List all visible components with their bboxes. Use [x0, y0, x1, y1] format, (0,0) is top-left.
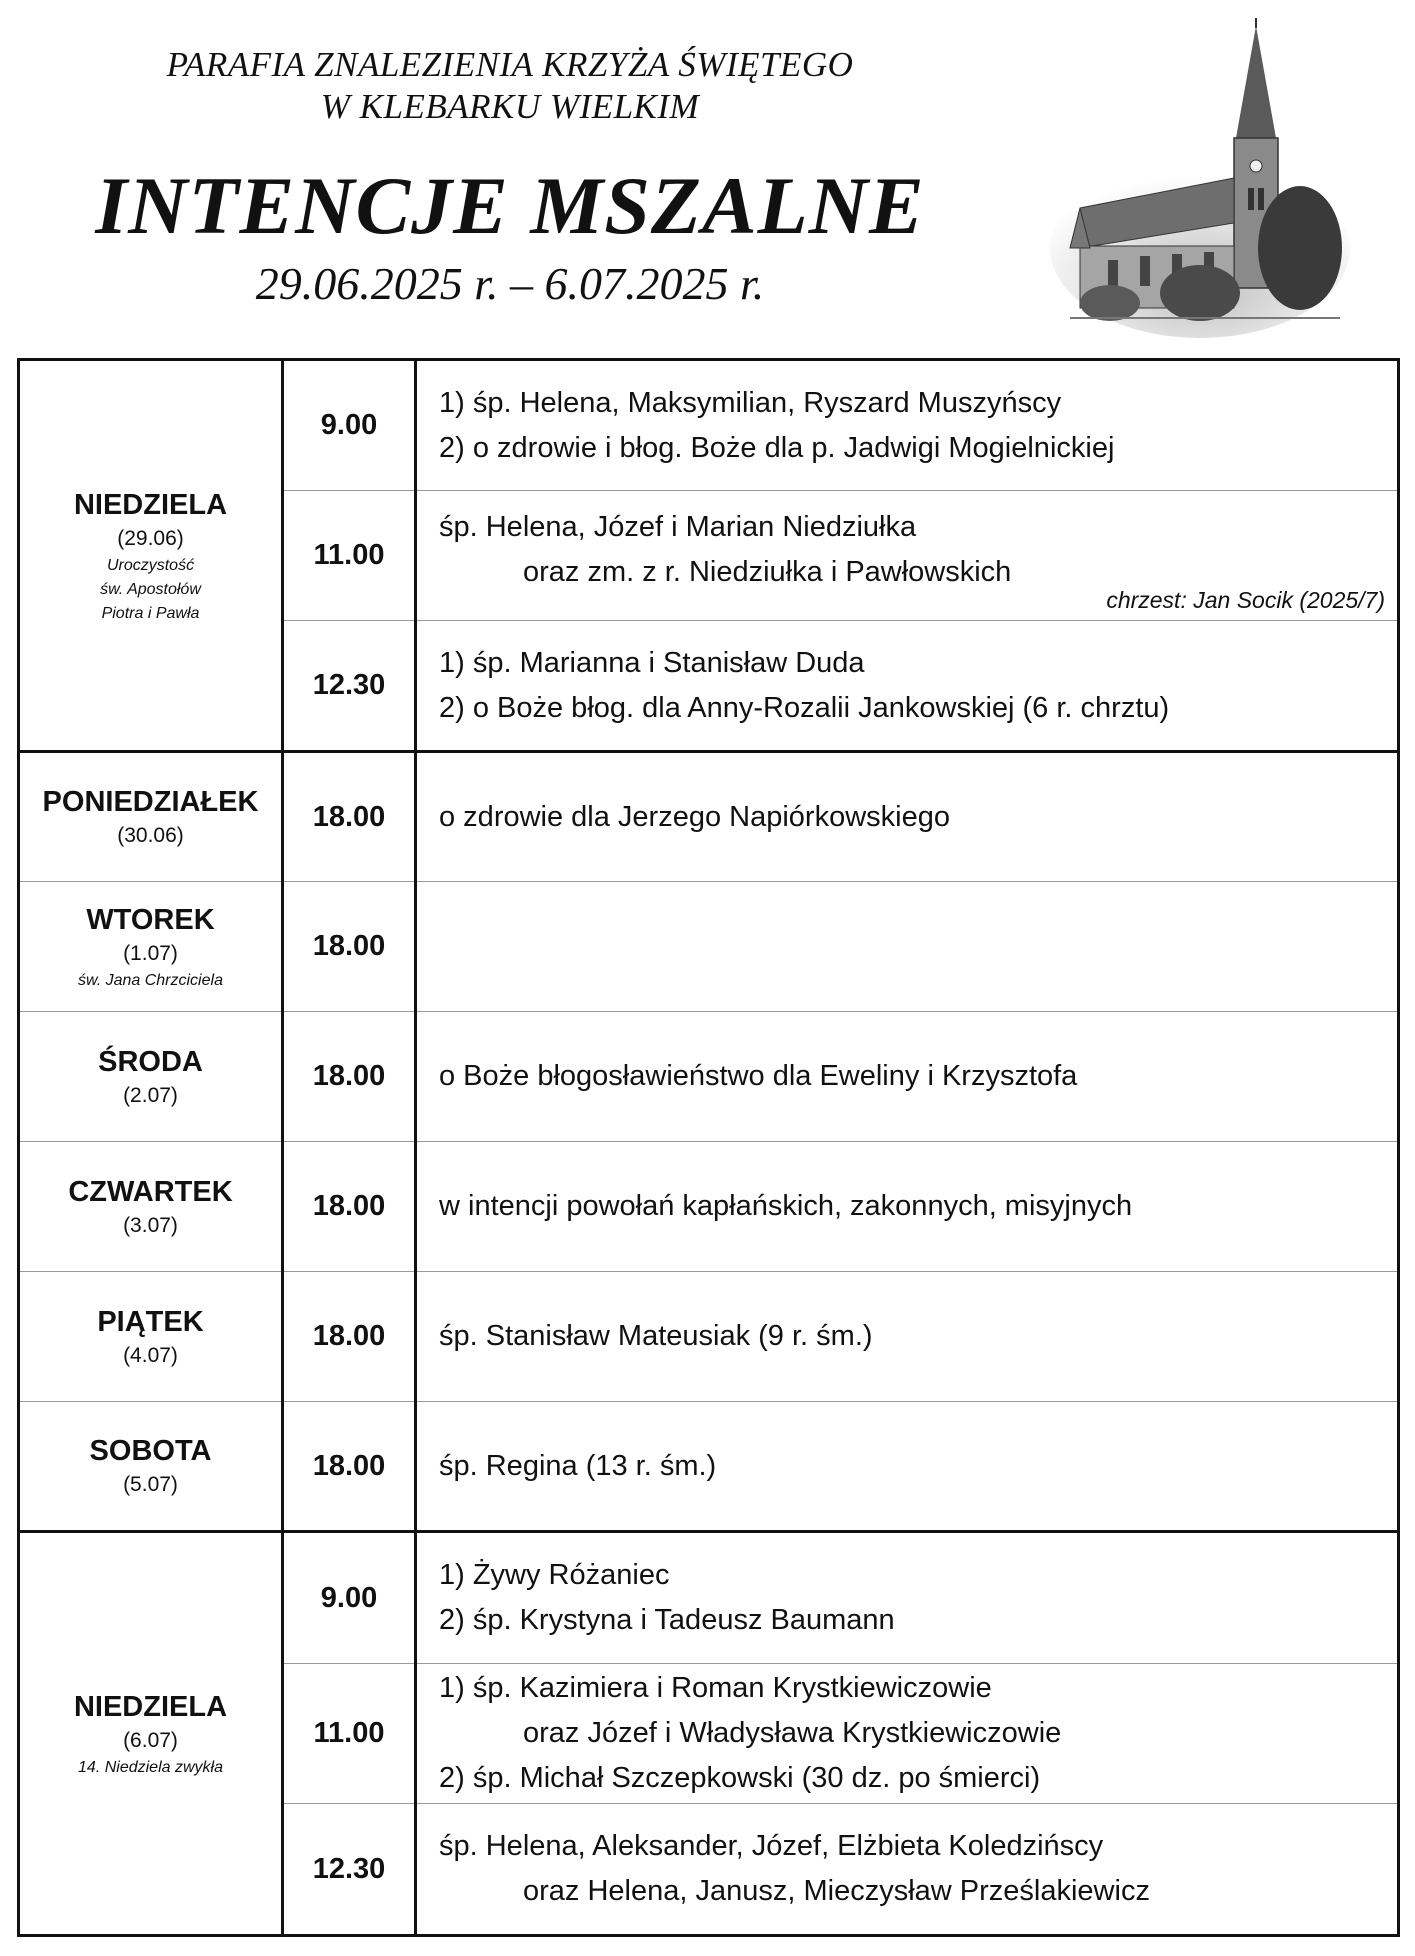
- day-cell-monday: [19, 752, 283, 882]
- page-header: [0, 0, 1415, 350]
- table-row: [19, 360, 1399, 491]
- mass-time: 9.00: [283, 1532, 416, 1664]
- table-row: [19, 1142, 1399, 1272]
- day-name: NIEDZIELA: [73, 1690, 228, 1723]
- intention-cell: o Boże błogosławieństwo dla Eweliny i Krzysztofa: [416, 1012, 1399, 1142]
- page-title: INTENCJE MSZALNE: [95, 160, 925, 251]
- intention-cell: [416, 1804, 1399, 1936]
- mass-time: 18.00: [283, 1012, 416, 1142]
- mass-time: 11.00: [283, 1664, 416, 1804]
- table-row: [19, 1012, 1399, 1142]
- intention-line: oraz zm. z r. Niedziułka i Pawłowskich: [523, 555, 1012, 588]
- intention-cell: [416, 491, 1399, 621]
- baptism-note: chrzest: Jan Socik (2025/7): [1106, 587, 1385, 613]
- feast-line: Piotra i Pawła: [101, 604, 200, 622]
- day-cell-sunday-0607: [19, 1532, 283, 1936]
- intention-line: śp. Helena, Józef i Marian Niedziułka: [439, 510, 917, 543]
- intention-cell: [416, 621, 1399, 752]
- intention-line: śp. Helena, Aleksander, Józef, Elżbieta Koledzińscy: [439, 1830, 1104, 1862]
- intention-line: oraz Helena, Janusz, Mieczysław Prześlakiewicz: [523, 1875, 1150, 1907]
- date-range: 29.06.2025 r. – 6.07.2025 r.: [255, 258, 765, 309]
- day-cell-wednesday: [19, 1012, 283, 1142]
- intention-cell: [416, 360, 1399, 491]
- intention-cell: [416, 882, 1399, 1012]
- parish-line-1: PARAFIA ZNALEZIENIA KRZYŻA ŚWIĘTEGO: [166, 45, 854, 84]
- day-cell-sunday-2906: [19, 360, 283, 752]
- mass-time: 12.30: [283, 621, 416, 752]
- intention-line: 1) śp. Marianna i Stanisław Duda: [439, 646, 865, 679]
- intention-line: 1) śp. Kazimiera i Roman Krystkiewiczowie: [439, 1672, 992, 1704]
- intention-cell: śp. Regina (13 r. śm.): [416, 1402, 1399, 1532]
- feast-line: św. Apostołów: [100, 580, 201, 598]
- day-date: (29.06): [117, 526, 184, 550]
- day-cell-friday: [19, 1272, 283, 1402]
- day-date: (5.07): [123, 1473, 178, 1496]
- mass-time: 18.00: [283, 1142, 416, 1272]
- intention-line: 2) śp. Michał Szczepkowski (30 dz. po śmierci): [439, 1762, 1041, 1794]
- intention-cell: śp. Stanisław Mateusiak (9 r. śm.): [416, 1272, 1399, 1402]
- mass-time: 9.00: [283, 360, 416, 491]
- day-name: CZWARTEK: [68, 1175, 233, 1208]
- intention-line: 2) śp. Krystyna i Tadeusz Baumann: [439, 1604, 895, 1636]
- mass-time: 18.00: [283, 1402, 416, 1532]
- day-date: (2.07): [123, 1083, 178, 1107]
- intention-line: 1) Żywy Różaniec: [439, 1559, 670, 1591]
- day-date: (1.07): [123, 941, 178, 965]
- day-date: (3.07): [123, 1213, 178, 1237]
- table-row: [19, 1402, 1399, 1532]
- mass-time: 18.00: [283, 1272, 416, 1402]
- church-illustration: [1050, 18, 1350, 338]
- intention-line: oraz Józef i Władysława Krystkiewiczowie: [523, 1717, 1062, 1749]
- day-name: PONIEDZIAŁEK: [42, 786, 259, 818]
- intention-line: 2) o zdrowie i błog. Boże dla p. Jadwigi Mogielnickiej: [439, 431, 1115, 464]
- day-cell-tuesday: [19, 882, 283, 1012]
- mass-time: 18.00: [283, 882, 416, 1012]
- mass-time: 11.00: [283, 491, 416, 621]
- day-name: ŚRODA: [98, 1045, 203, 1078]
- mass-intentions-table: [17, 358, 1400, 1937]
- intention-cell: w intencji powołań kapłańskich, zakonnych, misyjnych: [416, 1142, 1399, 1272]
- day-date: (6.07): [123, 1728, 178, 1752]
- day-date: (4.07): [123, 1343, 178, 1367]
- table-row: [19, 1532, 1399, 1664]
- day-name: SOBOTA: [89, 1435, 212, 1467]
- table-row: [19, 882, 1399, 1012]
- intention-line: 1) śp. Helena, Maksymilian, Ryszard Muszyńscy: [439, 386, 1062, 419]
- parish-line-2: W KLEBARKU WIELKIM: [320, 87, 700, 126]
- intention-cell: [416, 1532, 1399, 1664]
- parish-name: [60, 44, 960, 128]
- day-name: PIĄTEK: [97, 1305, 204, 1338]
- table-row: [19, 1272, 1399, 1402]
- intention-cell: [416, 1664, 1399, 1804]
- day-date: (30.06): [117, 824, 184, 847]
- table-row: [19, 752, 1399, 882]
- mass-time: 12.30: [283, 1804, 416, 1936]
- day-cell-saturday: [19, 1402, 283, 1532]
- intention-cell: o zdrowie dla Jerzego Napiórkowskiego: [416, 752, 1399, 882]
- day-cell-thursday: [19, 1142, 283, 1272]
- feast-line: 14. Niedziela zwykła: [78, 1758, 223, 1776]
- day-name: WTOREK: [86, 903, 215, 936]
- feast-line: św. Jana Chrzciciela: [78, 971, 223, 989]
- mass-time: 18.00: [283, 752, 416, 882]
- day-name: NIEDZIELA: [73, 488, 228, 521]
- feast-line: Uroczystość: [106, 556, 195, 574]
- intention-line: 2) o Boże błog. dla Anny-Rozalii Jankowskiej (6 r. chrztu): [439, 691, 1170, 724]
